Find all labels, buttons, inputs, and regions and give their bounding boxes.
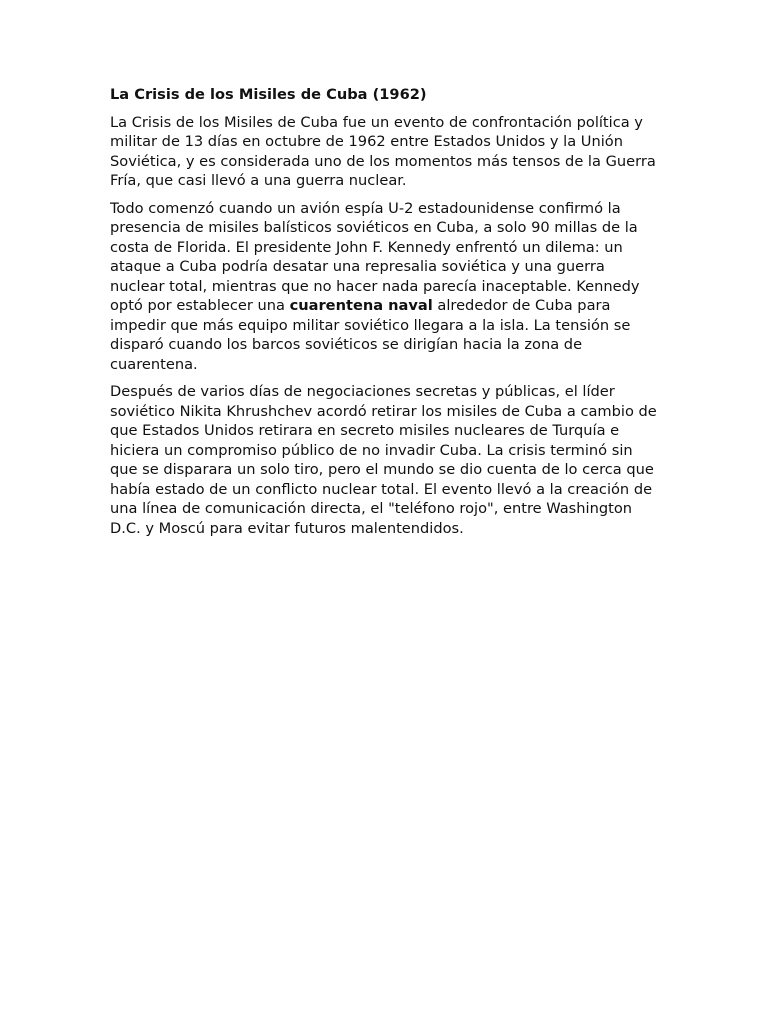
paragraph-quarantine: [110, 199, 660, 375]
document-title: La Crisis de los Misiles de Cuba (1962): [110, 86, 427, 103]
paragraph-resolution: Después de varios días de negociaciones secretas y públicas, el líder soviético Nikita Khrushchev acordó retirar los misiles de Cuba a cambio de que Estados Unidos retirara en secreto misiles nucleares de Turquía e hiciera un compromiso público de no invadir Cuba. La crisis terminó sin que se disparara un solo tiro, pero el mundo se dio cuenta de lo cerca que había estado de un conflicto nuclear total. El evento llevó a la creación de una línea de comunicación directa, el "teléfono rojo", entre Washington D.C. y Moscú para evitar futuros malentendidos.: [110, 383, 657, 537]
paragraph-quarantine-text-before: Todo comenzó cuando un avión espía U-2 estadounidense confirmó la presencia de misiles balísticos soviéticos en Cuba, a solo 90 millas de la costa de Florida. El presidente John F. Kennedy enfrentó un dilema: un ataque a Cuba podría desatar una represalia soviética y una guerra nuclear total, mientras que no hacer nada parecía inaceptable. Kennedy optó por establecer una: [110, 199, 640, 314]
document-page: [110, 85, 660, 546]
paragraph-intro: La Crisis de los Misiles de Cuba fue un evento de confrontación política y militar de 13 días en octubre de 1962 entre Estados Unidos y la Unión Soviética, y es considerada uno de los momentos más tensos de la Guerra Fría, que casi llevó a una guerra nuclear.: [110, 113, 656, 189]
paragraph-quarantine-text-after: alrededor de Cuba para impedir que más equipo militar soviético llegara a la isla. La tensión se disparó cuando los barcos soviéticos se dirigían hacia la zona de cuarentena.: [110, 297, 631, 373]
naval-quarantine-bold-text: cuarentena naval: [289, 297, 433, 314]
